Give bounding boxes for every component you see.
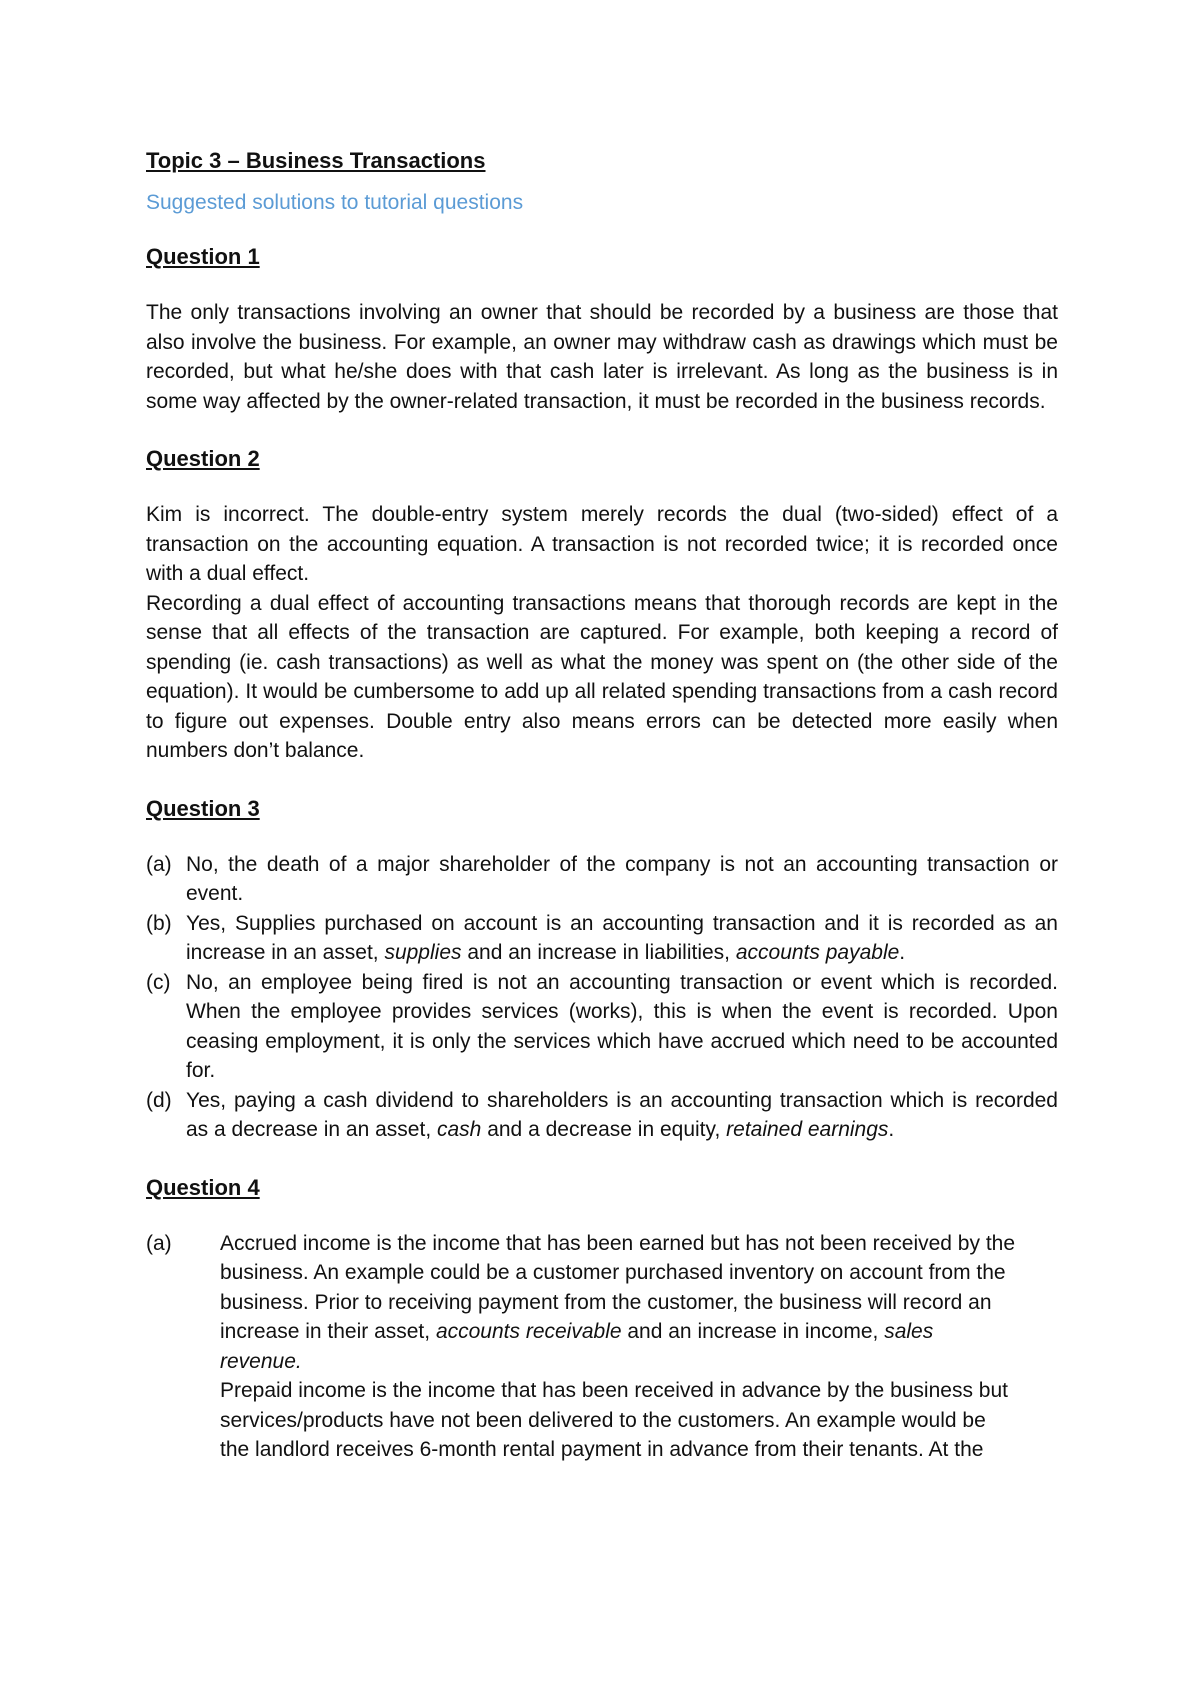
text-run: Yes, Supplies purchased on account is an accounting transaction and it is recorded as an increase in an asset,: [186, 911, 1058, 964]
text-run: and an increase in income,: [621, 1320, 885, 1343]
italic-term: supplies: [384, 941, 462, 964]
italic-term: accounts payable: [735, 941, 900, 964]
item-text: No, the death of a major shareholder of the company is not an accounting transaction or event.: [186, 852, 1058, 905]
question-1-heading: Question 1: [146, 244, 260, 269]
text-run: .: [899, 941, 906, 964]
item-paragraph-2: Prepaid income is the income that has been received in advance by the business but services/products have not been delivered to the customers. An example would be the landlord receives 6-month rental payment in advance from their tenants. At the: [220, 1379, 1008, 1461]
question-3-item-d: [146, 1086, 1058, 1145]
item-text: No, an employee being fired is not an accounting transaction or event which is recorded. When the employee provides services (works), this is when the event is recorded. Upon ceasing employment, it is only the services which have accrued which need to be accounted for.: [186, 970, 1058, 1082]
question-3-item-b: [146, 909, 1058, 968]
item-label: (c): [146, 970, 171, 994]
text-run: Accrued income is the income that has been earned but has not been received by the business. An example could be a customer purchased inventory on account from the business. Prior to receiving payment from the customer, the business will record an increase in their asset,: [220, 1231, 1016, 1343]
text-run: and an increase in liabilities,: [461, 941, 736, 964]
item-label: (b): [146, 911, 172, 935]
question-2-paragraph-1: Kim is incorrect. The double-entry system merely records the dual (two-sided) effect of a transaction on the accounting equation. A transaction is not recorded twice; it is recorded once with a dual effect.: [146, 503, 1058, 585]
question-2-section: [146, 444, 1058, 766]
item-label: (a): [146, 1231, 172, 1255]
question-4-item-a: [146, 1229, 1058, 1465]
question-2-heading: Question 2: [146, 446, 260, 471]
italic-term: sales revenue.: [220, 1320, 934, 1373]
question-4-section: [146, 1173, 1058, 1465]
question-2-paragraph-2: Recording a dual effect of accounting transactions means that thorough records are kept in the sense that all effects of the transaction are captured. For example, both keeping a record of spending (ie. cash transactions) as well as what the money was spent on (the other side of the equation). It would be cumbersome to add up all related spending transactions from a cash record to figure out expenses. Double entry also means errors can be detected more easily when numbers don’t balance.: [146, 591, 1058, 762]
item-label: (d): [146, 1088, 172, 1112]
text-run: Yes, paying a cash dividend to shareholders is an accounting transaction which is recorded as a decrease in an asset,: [186, 1088, 1058, 1141]
italic-term: retained earnings: [726, 1118, 889, 1141]
italic-term: accounts receivable: [435, 1320, 622, 1343]
italic-term: cash: [437, 1118, 482, 1141]
text-run: .: [888, 1118, 895, 1141]
question-3-heading: Question 3: [146, 795, 260, 821]
question-1-section: [146, 242, 1058, 416]
question-3-item-c: [146, 968, 1058, 1086]
item-text: [220, 1229, 1058, 1465]
item-text: [186, 909, 1058, 968]
question-4-heading: Question 4: [146, 1174, 260, 1200]
question-1-answer: The only transactions involving an owner that should be recorded by a business are those that also involve the business. For example, an owner may withdraw cash as drawings which must be recorded, but what he/she does with that cash later is irrelevant. As long as the business is in some way affected by the owner-related transaction, it must be recorded in the business records.: [146, 301, 1058, 413]
item-paragraph-1: [220, 1229, 1018, 1377]
question-3-section: [146, 794, 1058, 1145]
item-label: (a): [146, 852, 172, 876]
page-title: Topic 3 – Business Transactions: [146, 148, 486, 173]
document-content: [146, 146, 1058, 1493]
question-3-item-a: [146, 850, 1058, 909]
page-subtitle: Suggested solutions to tutorial questions: [146, 191, 524, 214]
item-text: [186, 1086, 1058, 1145]
text-run: and a decrease in equity,: [481, 1118, 727, 1141]
